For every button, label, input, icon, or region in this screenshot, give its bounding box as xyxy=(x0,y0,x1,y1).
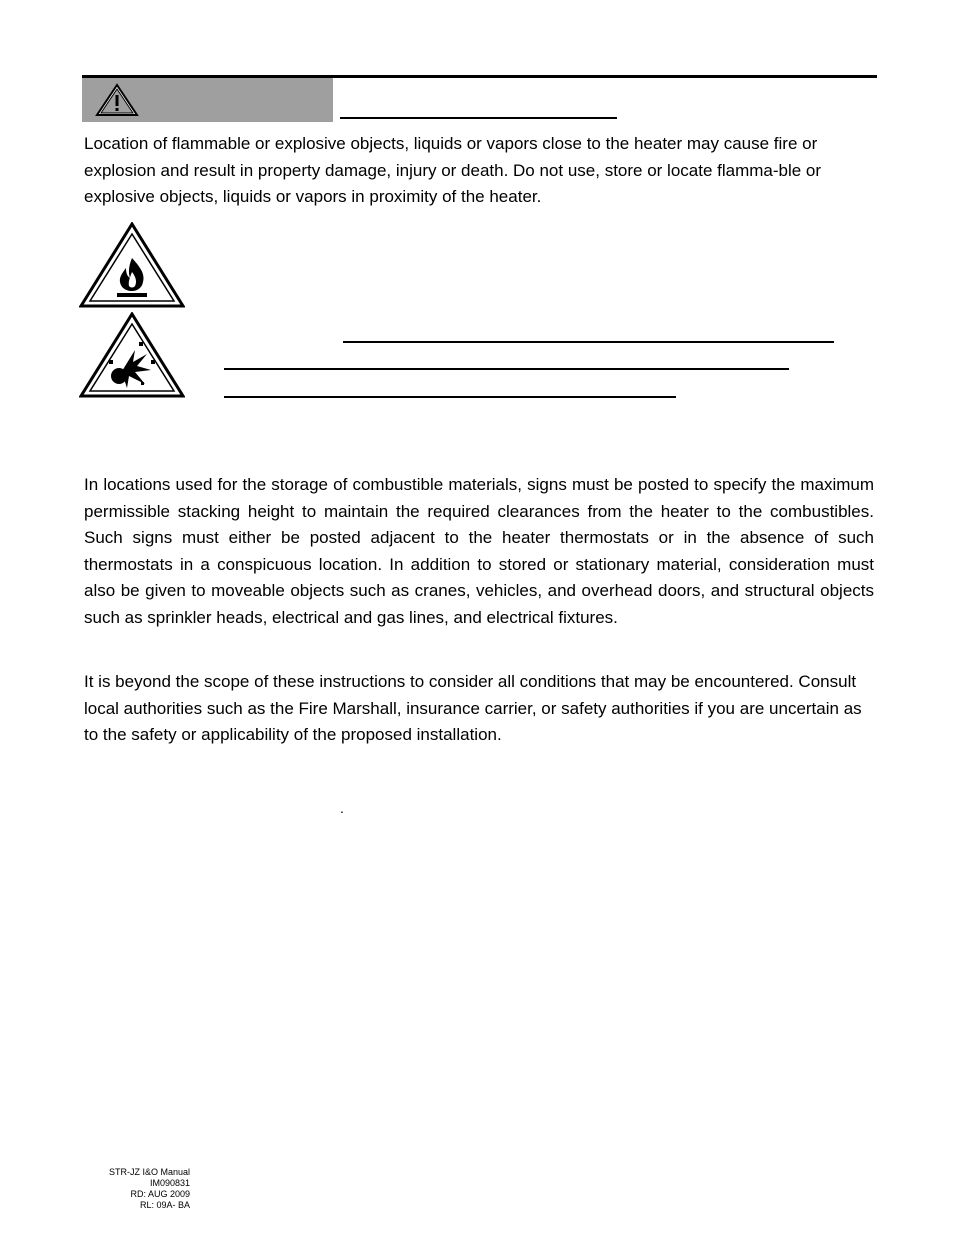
flammable-warning-icon xyxy=(79,222,185,308)
explosive-warning-icon xyxy=(79,312,185,398)
sign-caption-rule-2 xyxy=(224,368,789,370)
exclamation-triangle-icon xyxy=(95,83,139,117)
sign-caption-rule-3 xyxy=(224,396,676,398)
footer-manual-name: STR-JZ I&O Manual xyxy=(108,1167,190,1177)
warning-title-underline xyxy=(340,117,617,119)
footer-release: RL: 09A- BA xyxy=(139,1200,190,1210)
warning-banner xyxy=(82,78,333,122)
footer-revision-date: RD: AUG 2009 xyxy=(130,1189,190,1199)
stray-mark: . xyxy=(340,800,344,816)
sign-caption-rule-1 xyxy=(343,341,834,343)
consult-authorities-paragraph: It is beyond the scope of these instructions to consider all conditions that may be encountered. Consult local authorities such as the Fire Marshall, insurance carrier, or safety authorities if you are uncertain as to the safety or applicability of the proposed installation. xyxy=(84,672,862,744)
warning-paragraph: Location of flammable or explosive objects, liquids or vapors close to the heater may cause fire or explosion and result in property damage, injury or death. Do not use, store or locate flamma-ble or explosive objects, liquids or vapors in proximity of the heater. xyxy=(84,134,822,206)
storage-signs-paragraph: In locations used for the storage of combustible materials, signs must be posted to specify the maximum permissible stacking height to maintain the required clearances from the heater to the combustibles. Such signs must either be posted adjacent to the heater thermostats or in the absence of such thermostats in a conspicuous location. In addition to stored or stationary material, consideration must also be given to moveable objects such as cranes, vehicles, and overhead doors, and structural objects such as sprinkler heads, electrical and gas lines, and electrical fixtures. xyxy=(84,475,874,627)
footer-doc-number: IM090831 xyxy=(149,1178,190,1188)
